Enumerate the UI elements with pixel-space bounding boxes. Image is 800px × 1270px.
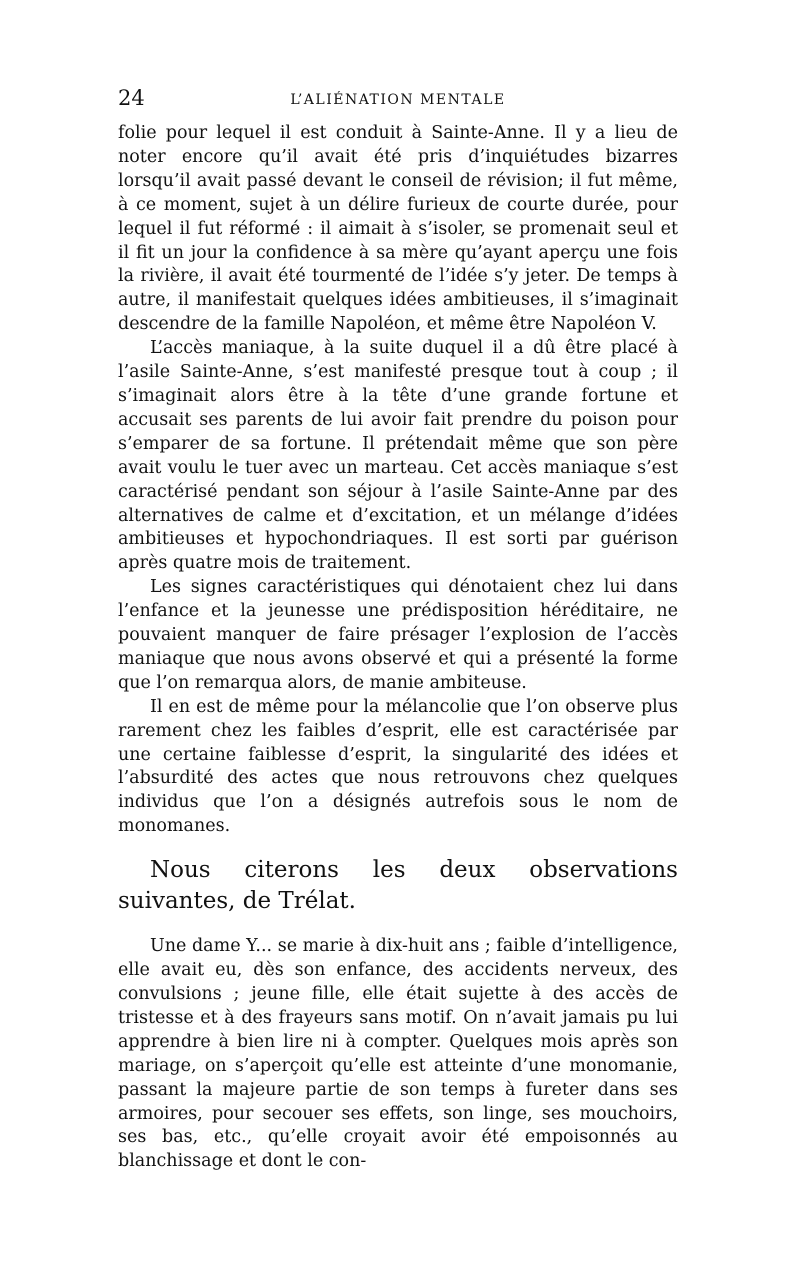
paragraph-continuation: folie pour lequel il est conduit à Sainte-Anne. Il y a lieu de noter encore qu’il avait été pris d’inquiétudes bizarres lorsqu’il avait passé devant le conseil de révision; il fut même, à ce moment, sujet à un délire furieux de courte durée, pour lequel il fut réformé : il aimait à s’isoler, se promenait seul et il fit un jour la confidence à sa mère qu’ayant aperçu une fois la rivière, il avait été tourmenté de l’idée s’y jeter. De temps à autre, il manifestait quelques idées ambitieuses, il s’imaginait descendre de la famille Napoléon, et même être Napoléon V.: [118, 123, 678, 335]
paragraph-manic-episode: L’accès maniaque, à la suite duquel il a dû être placé à l’asile Sainte-Anne, s’est manifesté presque tout à coup ; il s’imaginait alors être à la tête d’une grande fortune et accusait ses parents de lui avoir fait prendre du poison pour s’emparer de sa fortune. Il prétendait même que son père avait voulu le tuer avec un marteau. Cet accès maniaque s’est caractérisé pendant son séjour à l’asile Sainte-Anne par des alternatives de calme et d’excitation, et un mélange d’idées ambitieuses et hypochondriaques. Il est sorti par guérison après quatre mois de traitement.: [118, 338, 678, 574]
page-number: 24: [118, 86, 145, 110]
book-page: [118, 84, 678, 1244]
running-head: [118, 84, 678, 110]
running-title: L’ALIÉNATION MENTALE: [290, 92, 506, 108]
paragraph-observation: Une dame Y... se marie à dix-huit ans ; faible d’intelligence, elle avait eu, dès son enfance, des accidents nerveux, des convulsions ; jeune fille, elle était sujette à des accès de tristesse et à des frayeurs sans motif. On n’avait jamais pu lui apprendre à bien lire ni à compter. Quelques mois après son mariage, on s’aperçoit qu’elle est atteinte d’une monomanie, passant la majeure partie de son temps à fureter dans ses armoires, pour secouer ses effets, son linge, ses mouchoirs, ses bas, etc., qu’elle croyait avoir été empoisonnés au blanchissage et dont le con-: [118, 936, 678, 1172]
paragraph-signs: Les signes caractéristiques qui dénotaient chez lui dans l’enfance et la jeunesse une prédisposition héréditaire, ne pouvaient manquer de faire présager l’explosion de l’accès maniaque que nous avons observé et qui a présenté la forme que l’on remarqua alors, de manie ambiteuse.: [118, 577, 678, 693]
section-heading: Nous citerons les deux observations suivantes, de Trélat.: [118, 857, 678, 915]
paragraph-melancholy: Il en est de même pour la mélancolie que l’on observe plus rarement chez les faibles d’esprit, elle est caractérisée par une certaine faiblesse d’esprit, la singularité des idées et l’absurdité des actes que nous retrouvons chez quelques individus que l’on a désignés autrefois sous le nom de monomanes.: [118, 696, 678, 837]
